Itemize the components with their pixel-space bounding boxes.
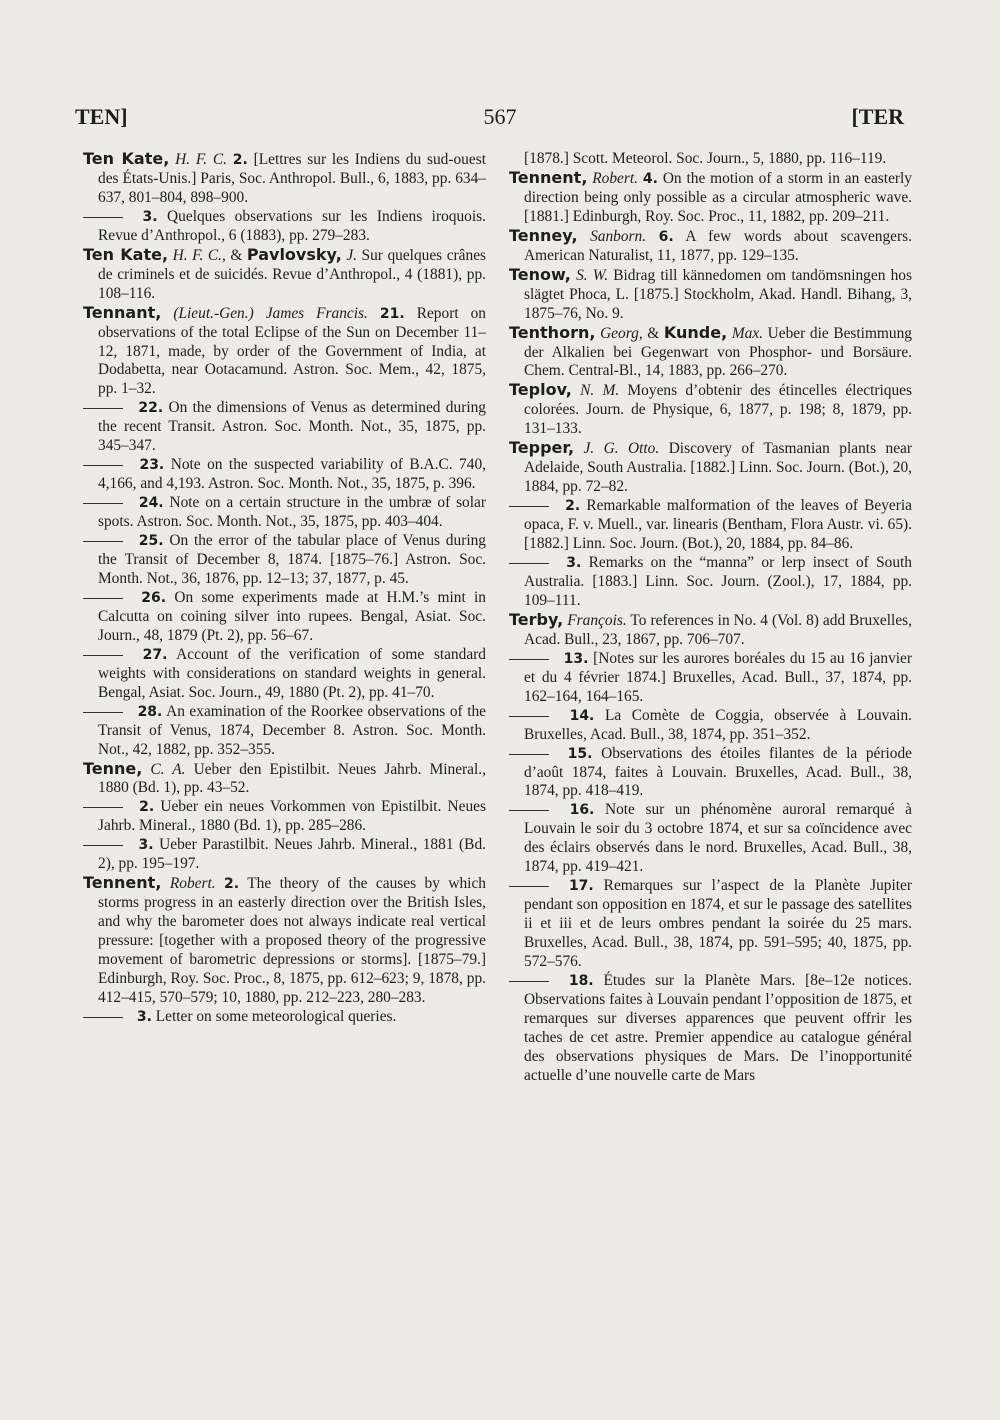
author-conjunction: &	[225, 246, 247, 264]
bibliography-entry	[83, 456, 486, 494]
bibliography-entry	[83, 589, 486, 646]
author-surname: Tenow,	[509, 264, 571, 284]
author-surname: Tepper,	[509, 438, 575, 458]
entry-number: 3.	[566, 555, 582, 572]
bibliography-entry	[509, 707, 912, 745]
author-conjunction: &	[642, 324, 664, 342]
coauthor-surname: Kunde,	[663, 322, 728, 342]
ditto-rule	[83, 465, 123, 466]
entry-number: 21.	[379, 305, 405, 322]
entry-text: La Comète de Coggia, observée à Louvain. Bruxelles, Acad. Bull., 38, 1874, pp. 351–352.	[524, 706, 912, 743]
ditto-rule	[509, 716, 549, 717]
bibliography-entry	[83, 304, 486, 400]
entry-number: 23.	[139, 457, 165, 474]
author-given-name: H. F. C.	[175, 151, 227, 168]
entry-number: 14.	[569, 707, 595, 724]
entry-text: Remarks on the “manna” or lerp insect of South Australia. [1883.] Linn. Soc. Journ. (Zool.), 17, 1884, pp. 109–111.	[524, 554, 912, 609]
entry-number: 2.	[232, 152, 248, 168]
entry-text: Observations des étoiles filantes de la période d’août 1874, faites à Louvain. Bruxelles, Acad. Bull., 38, 1874, pp. 418–419.	[524, 744, 912, 800]
ditto-rule	[509, 754, 549, 755]
entry-text: [Lettres sur les Indiens du sud-ouest des États-Unis.] Paris, Soc. Anthropol. Bull., 6, 1883, pp. 634–637, 801–804, 898–900.	[98, 151, 486, 206]
bibliography-entry	[509, 972, 912, 1086]
author-given-name: J. G. Otto.	[583, 440, 660, 458]
author-surname: Ten Kate,	[83, 244, 169, 264]
bibliography-entry	[509, 554, 912, 611]
coauthor-given-name: Max.	[731, 324, 764, 342]
entry-text: On the dimensions of Venus as determined during the recent Transit. Astron. Soc. Month. Not., 35, 1875, pp. 345–347.	[98, 399, 486, 455]
bibliography-entry	[83, 208, 486, 246]
entry-number: 3.	[136, 1008, 152, 1025]
entry-text: Letter on some meteorological queries.	[151, 1007, 397, 1025]
bibliography-entry	[83, 760, 486, 799]
entry-text: Remarkable malformation of the leaves of Beyeria opaca, F. v. Muell., var. linearis (Bentham, Flora Austr. vi. 65). [1882.] Linn. Soc. Journ. (Bot.), 20, 1884, pp. 84–86.	[524, 497, 912, 553]
entry-text: The theory of the causes by which storms progress in an easterly direction over the British Isles, and why the barometer does not always indicate real vertical pressure: [together with a proposed theory of the progressive movement of barometric depressions or storms]. [1875–79.] Edinburgh, Roy. Soc. Proc., 8, 1875, pp. 612–623; 9, 1878, pp. 412–415, 570–579; 10, 1880, pp. 212–223, 280–283.	[98, 875, 486, 1006]
running-head-left: TEN]	[75, 104, 128, 129]
entry-text: Sur quelques crânes de criminels et de suicidés. Revue d’Anthropol., 4 (1881), pp. 108–116.	[98, 246, 487, 302]
ditto-rule	[509, 506, 549, 507]
bibliography-entry	[509, 611, 912, 650]
entry-number: 6.	[658, 228, 674, 245]
entry-text: On the error of the tabular place of Venus during the Transit of December 8, 1874. [1875–76.] Astron. Soc. Month. Not., 36, 1876, pp. 12–13; 37, 1877, p. 45.	[98, 532, 486, 587]
entry-text: Discovery of Tasmanian plants near Adelaide, South Australia. [1882.] Linn. Soc. Journ. (Bot.), 20, 1884, pp. 72–82.	[524, 440, 912, 496]
entry-number: 22.	[138, 400, 164, 417]
coauthor-given-name: J.	[346, 246, 358, 264]
author-given-name: Georg,	[600, 324, 643, 342]
entry-number: 3.	[138, 837, 154, 854]
author-surname: Tenne,	[83, 758, 143, 778]
entry-text: To references in No. 4 (Vol. 8) add Bruxelles, Acad. Bull., 23, 1867, pp. 706–707.	[524, 611, 912, 648]
entry-number: 2.	[224, 876, 240, 893]
entry-text: Ueber Parastilbit. Neues Jahrb. Mineral., 1881 (Bd. 2), pp. 195–197.	[98, 836, 486, 873]
ditto-rule	[83, 712, 123, 713]
bibliography-entry	[509, 650, 912, 707]
entry-number: 24.	[138, 495, 164, 512]
ditto-rule	[509, 981, 549, 982]
bibliography-entry	[509, 877, 912, 972]
entry-number: 13.	[563, 650, 589, 667]
author-given-name: Robert.	[169, 875, 216, 893]
author-surname: Tenney,	[509, 225, 578, 245]
entry-text: On the motion of a storm in an easterly direction being only possible as a circular atmospheric wave. [1881.] Edinburgh, Roy. Soc. Proc., 11, 1882, pp. 209–211.	[524, 169, 912, 225]
entry-number: 18.	[568, 972, 594, 989]
ditto-rule	[509, 886, 549, 887]
entry-text: Account of the verification of some standard weights with considerations on standard weights in general. Bengal, Asiat. Soc. Journ., 49, 1880 (Pt. 2), pp. 41–70.	[98, 645, 486, 701]
entry-text: Note sur un phénomène auroral remarqué à Louvain le soir du 3 octobre 1874, et sur sa coïncidence avec des éclairs observés dans le nord. Bruxelles, Acad. Bull., 38, 1874, pp. 419–421.	[524, 801, 912, 876]
author-given-name: C. A.	[150, 760, 186, 778]
entry-number: 17.	[568, 878, 594, 895]
ditto-rule	[83, 541, 123, 542]
entry-text: A few words about scavengers. American Naturalist, 11, 1877, pp. 129–135.	[524, 227, 912, 264]
bibliography-entry	[83, 646, 486, 703]
author-given-name: Robert.	[592, 169, 639, 187]
entry-text: Ueber die Bestimmung der Alkalien bei Gegenwart von Phosphor- und Borsäure. Chem. Central-Bl., 14, 1883, pp. 266–270.	[524, 324, 912, 380]
entry-number: 4.	[642, 170, 658, 187]
bibliography-entry	[509, 381, 912, 439]
bibliography-entry	[83, 836, 486, 874]
author-surname: Terby,	[509, 609, 564, 629]
author-given-name: (Lieut.-Gen.) James Francis.	[173, 304, 368, 322]
entry-text: Note on the suspected variability of B.A.C. 740, 4,166, and 4,193. Astron. Soc. Month. Not., 35, 1875, p. 396.	[98, 456, 486, 493]
author-surname: Ten Kate,	[83, 149, 170, 168]
ditto-rule	[83, 807, 123, 808]
author-surname: Tenthorn,	[509, 322, 596, 342]
coauthor-surname: Pavlovsky,	[246, 244, 342, 264]
author-given-name: Sanborn.	[590, 227, 647, 245]
bibliography-entry	[509, 324, 912, 382]
author-given-name: H. F. C.,	[172, 246, 226, 264]
entry-number: 25.	[138, 533, 164, 550]
ditto-rule	[509, 810, 549, 811]
ditto-rule	[83, 598, 123, 599]
bibliography-entry	[509, 150, 912, 169]
author-surname: Tennent,	[509, 167, 588, 187]
author-given-name: François.	[567, 611, 627, 629]
bibliography-entry	[509, 497, 912, 554]
bibliography-entry	[509, 439, 912, 497]
bibliography-entry	[83, 494, 486, 532]
entry-number: 28.	[137, 703, 163, 720]
author-surname: Tennant,	[83, 302, 162, 322]
entry-number: 3.	[142, 208, 158, 225]
entry-text: On some experiments made at H.M.’s mint in Calcutta on coining silver into rupees. Bengal, Asiat. Soc. Journ., 48, 1879 (Pt. 2), pp. 56–67.	[98, 588, 486, 644]
entry-number: 2.	[565, 498, 581, 515]
bibliography-entry	[83, 1008, 486, 1027]
ditto-rule	[509, 659, 549, 660]
bibliography-entry	[509, 745, 912, 802]
bibliography-entry	[509, 801, 912, 877]
entry-number: 27.	[142, 646, 168, 663]
ditto-rule	[83, 1017, 123, 1018]
entry-text: [Notes sur les aurores boréales du 15 au 16 janvier et du 4 février 1874.] Bruxelles, Acad. Bull., 37, 1874, pp. 162–164, 164–165.	[524, 649, 912, 705]
bibliography-entry	[83, 399, 486, 456]
entry-text: Études sur la Planète Mars. [8e–12e notices. Observations faites à Louvain pendant l’opposition de 1875, et remarques sur diverses apparences que peuvent offrir les taches de cet astre. Premier appendice au catalogue général des observations physiques de Mars. De l’inopportunité actuelle d’une nouvelle carte de Mars	[524, 971, 912, 1084]
bibliography-entry	[83, 874, 486, 1008]
bibliography-entry	[509, 266, 912, 324]
entry-number: 26.	[141, 589, 167, 606]
bibliography-entry	[509, 227, 912, 266]
bibliography-entry	[83, 798, 486, 836]
author-given-name: N. M.	[580, 382, 620, 400]
entry-text: Moyens d’obtenir des étincelles électriques colorées. Journ. de Physique, 6, 1877, p. 198; 8, 1879, pp. 131–133.	[524, 382, 912, 438]
bibliography-entry	[509, 169, 912, 227]
entry-text: Note on a certain structure in the umbræ of solar spots. Astron. Soc. Month. Not., 35, 1875, pp. 403–404.	[98, 494, 486, 531]
entry-number: 16.	[569, 802, 595, 819]
author-given-name: S. W.	[576, 266, 609, 284]
running-head-right: [TER	[851, 104, 904, 129]
bibliography-entry	[83, 703, 486, 760]
ditto-rule	[509, 563, 549, 564]
ditto-rule	[83, 845, 123, 846]
bibliography-entry	[83, 150, 486, 208]
bibliography-entry	[83, 246, 486, 304]
entry-text: An examination of the Roorkee observations of the Transit of Venus, 1874, December 8. Astron. Soc. Month. Not., 42, 1882, pp. 352–355.	[98, 702, 486, 758]
right-column	[509, 150, 912, 1086]
ditto-rule	[83, 655, 123, 656]
bibliography-entry	[83, 532, 486, 589]
entry-text: Ueber ein neues Vorkommen von Epistilbit. Neues Jahrb. Mineral., 1880 (Bd. 1), pp. 285–286.	[98, 798, 486, 835]
entry-text: Quelques observations sur les Indiens iroquois. Revue d’Anthropol., 6 (1883), pp. 279–283.	[98, 207, 486, 244]
entry-number: 2.	[139, 799, 155, 816]
left-column	[83, 150, 486, 1027]
ditto-rule	[83, 408, 123, 409]
author-surname: Teplov,	[509, 380, 572, 400]
page-number: 567	[483, 104, 517, 129]
author-surname: Tennent,	[83, 873, 162, 893]
entry-text: Bidrag till kännedomen om tandömsningen hos slägtet Phoca, L. [1875.] Stockholm, Akad. Handl. Bihang, 3, 1875–76, No. 9.	[524, 266, 912, 322]
ditto-rule	[83, 503, 123, 504]
entry-number: 15.	[567, 745, 593, 762]
entry-text: Ueber den Epistilbit. Neues Jahrb. Mineral., 1880 (Bd. 1), pp. 43–52.	[98, 760, 486, 797]
entry-text: Remarques sur l’aspect de la Planète Jupiter pendant son opposition en 1874, et sur le passage des satellites ii et iii et de leurs ombres pendant la soirée du 25 mars. Bruxelles, Acad. Bull., 38, 1874, pp. 591–595; 40, 1875, pp. 572–576.	[524, 877, 912, 971]
entry-text: Report on observations of the total Eclipse of the Sun on December 11–12, 1871, made, by order of the Government of India, at Dodabetta, near Ootacamund. Astron. Soc. Mem., 42, 1875, pp. 1–32.	[98, 304, 486, 398]
entry-text: [1878.] Scott. Meteorol. Soc. Journ., 5, 1880, pp. 116–119.	[524, 150, 887, 167]
ditto-rule	[83, 217, 123, 218]
